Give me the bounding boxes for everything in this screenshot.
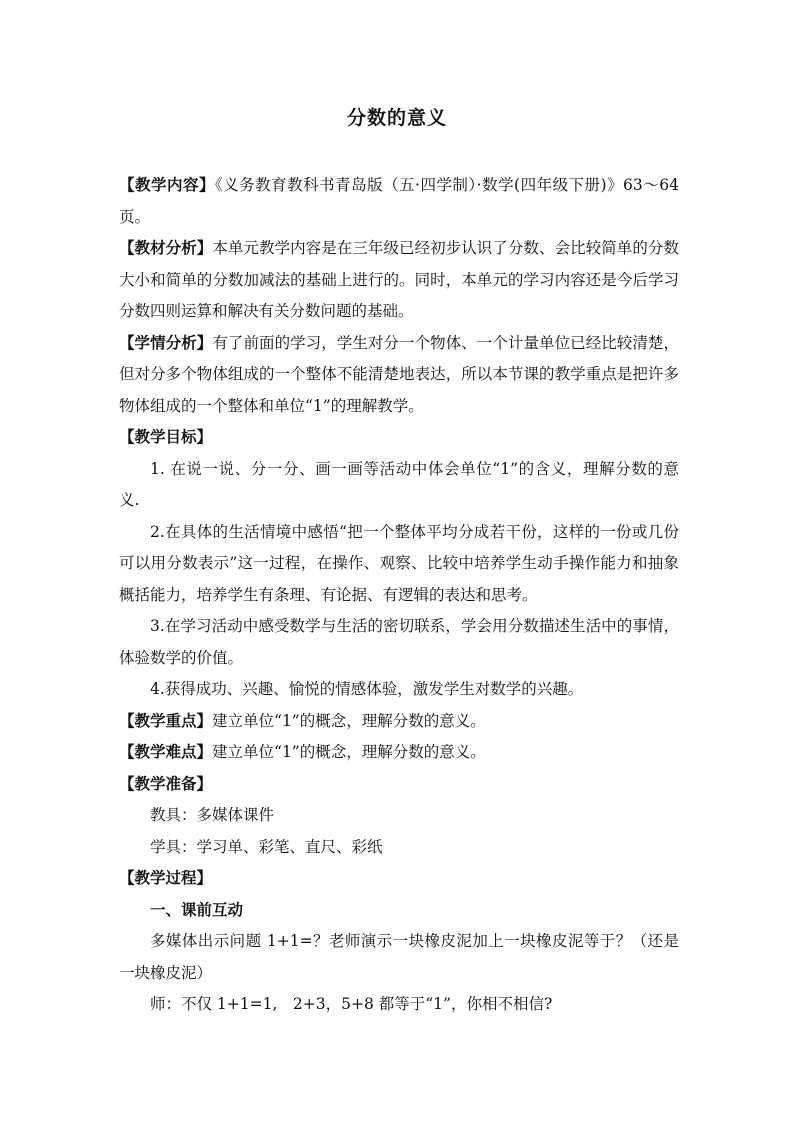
material-analysis-label: 【教材分析】 — [119, 239, 213, 257]
difficulty-paragraph — [119, 737, 679, 769]
prep-teacher: 教具：多媒体课件 — [150, 806, 275, 824]
difficulty-text: 建立单位“1”的概念，理解分数的意义。 — [212, 743, 486, 761]
student-analysis-text: 有了前面的学习，学生对分一个物体、一个计量单位已经比较清楚，但对分多个物体组成的一个整体不能清楚地表达，所以本节课的教学重点是把许多物体组成的一个整体和单位“1”的理解教学。 — [119, 333, 679, 415]
teaching-content-paragraph — [119, 170, 679, 233]
process-section-heading: 一、课前互动 — [150, 900, 244, 919]
page-title: 分数的意义 — [346, 107, 447, 129]
process-label: 【教学过程】 — [119, 869, 213, 887]
key-point-paragraph — [119, 706, 679, 738]
process-heading — [119, 863, 679, 895]
material-analysis-text: 本单元教学内容是在三年级已经初步认识了分数、会比较简单的分数大小和简单的分数加减法的基础上进行的。同时，本单元的学习内容还是今后学习分数四则运算和解决有关分数问题的基础。 — [119, 239, 679, 320]
process-paragraph: 师：不仅 1+1=1, 2+3，5+8 都等于“1”，你相不相信? — [150, 995, 553, 1013]
goal-item: 3.在学习活动中感受数学与生活的密切联系，学会用分数描述生活中的事情，体验数学的价值。 — [119, 617, 679, 667]
difficulty-label: 【教学难点】 — [119, 743, 213, 761]
prep-label: 【教学准备】 — [119, 774, 213, 793]
prep-heading — [119, 769, 679, 801]
process-paragraph: 多媒体出示问题 1+1=？老师演示一块橡皮泥加上一块橡皮泥等于？（还是一块橡皮泥） — [119, 932, 679, 982]
teaching-content-text: 《义务教育教科书青岛版（五·四学制）·数学(四年级下册)》63～64页。 — [119, 176, 679, 226]
goal-item: 2.在具体的生活情境中感悟“把一个整体平均分成若干份，这样的一份或几份可以用分数表示”这一过程，在操作、观察、比较中培养学生动手操作能力和抽象概括能力，培养学生有条理、有论据、有逻辑的表达和思考。 — [119, 522, 679, 604]
material-analysis-paragraph — [119, 233, 679, 328]
key-point-label: 【教学重点】 — [119, 711, 213, 730]
student-analysis-paragraph — [119, 328, 679, 423]
teaching-content-label: 【教学内容】 — [119, 176, 215, 194]
prep-student: 学具：学习单、彩笔、直尺、彩纸 — [150, 837, 383, 856]
key-point-text: 建立单位“1”的概念，理解分数的意义。 — [212, 711, 486, 730]
goal-item: 1. 在说一说、分一分、画一画等活动中体会单位“1”的含义，理解分数的意义. — [119, 459, 679, 509]
document-body — [119, 170, 679, 1021]
student-analysis-label: 【学情分析】 — [119, 333, 213, 352]
goals-heading — [119, 422, 679, 454]
goal-item: 4.获得成功、兴趣、愉悦的情感体验，激发学生对数学的兴趣。 — [150, 680, 584, 698]
goals-label: 【教学目标】 — [119, 428, 213, 446]
